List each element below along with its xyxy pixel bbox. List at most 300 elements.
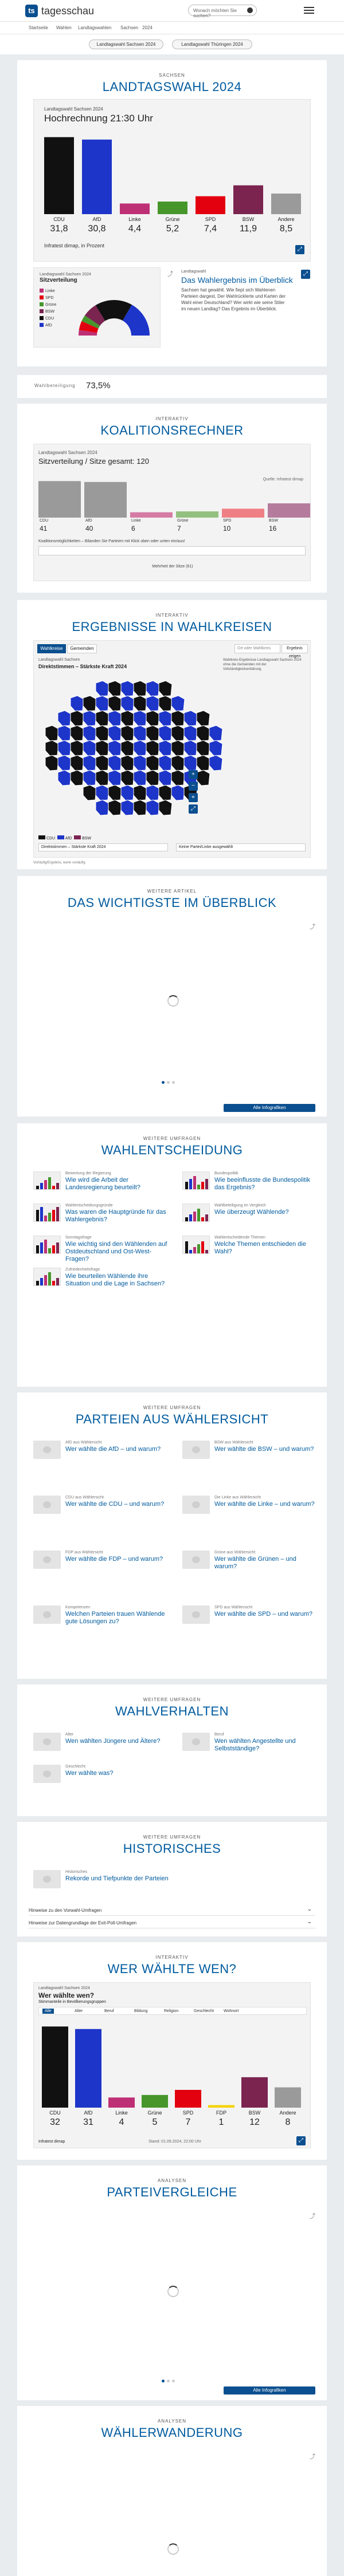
district-shape	[83, 785, 96, 800]
district-shape	[171, 755, 185, 771]
coalition-note: Koalitionsmöglichkeiten – Bilanden Sie Parteien mit Klick oben oder unten ein/aus!	[38, 539, 185, 543]
district-shape	[146, 696, 159, 711]
teaser-title[interactable]: Wie überzeugt Wählende?	[214, 1209, 289, 1216]
chart-thumbnail[interactable]	[33, 1236, 61, 1254]
ww-tab[interactable]: Alle	[42, 2009, 54, 2014]
teaser-title[interactable]: Was waren die Hauptgründe für das Wahlergebnis?	[65, 1209, 166, 1223]
article-title[interactable]: Das Wahlergebnis im Überblick	[181, 275, 293, 285]
article-teaser[interactable]	[182, 1441, 320, 1491]
wv-title: WAHLVERHALTEN	[115, 1704, 229, 1718]
legend-swatch	[40, 309, 44, 313]
district-shape	[184, 711, 197, 726]
breadcrumb-item[interactable]: Startseite	[29, 25, 48, 30]
tick-label: FDP	[216, 2110, 226, 2116]
article-teaser[interactable]	[182, 1496, 320, 1546]
district-shape	[184, 725, 197, 741]
coalition-party-name: Linke	[131, 519, 141, 523]
district-shape	[58, 740, 71, 756]
teaser-overline: CDU aus Wählersicht	[65, 1496, 104, 1500]
tick-label: BSW	[248, 2110, 261, 2116]
coalition-party-seats: 16	[269, 524, 277, 532]
teaser-title[interactable]: Wen wählten Angestellte und Selbstständige?	[214, 1738, 296, 1752]
all-infographics-button[interactable]: Alle Infografiken	[224, 2386, 315, 2394]
district-shape	[184, 755, 197, 771]
district-shape	[121, 725, 134, 741]
coalition-party-name: SPD	[223, 519, 232, 523]
coalition-party-seats: 10	[223, 524, 231, 532]
article-teaser[interactable]	[182, 1236, 320, 1263]
chart-thumbnail[interactable]	[182, 1171, 210, 1190]
zoom-out-icon[interactable]: −	[189, 782, 198, 791]
article-teaser[interactable]	[33, 1204, 171, 1231]
teaser-overline: Alter	[65, 1733, 74, 1737]
district-shape	[159, 770, 172, 786]
article-teaser[interactable]	[33, 1765, 171, 1792]
historisches-section	[17, 1822, 327, 1936]
teaser-title[interactable]: Wie beurteilen Wählende ihre Situation und die Lage in Sachsen?	[65, 1273, 165, 1287]
teaser-overline: Bundespolitik	[214, 1171, 239, 1175]
district-shape	[121, 711, 134, 726]
legend-label: AfD	[45, 324, 52, 328]
teaser-title[interactable]: Welche Themen entschieden die Wahl?	[214, 1241, 306, 1255]
search-input[interactable]	[188, 5, 257, 16]
coalition-party-name: AfD	[85, 519, 92, 523]
district-shape	[58, 770, 71, 786]
district-shape	[45, 755, 58, 771]
breadcrumb-item[interactable]: Sachsen	[120, 25, 139, 30]
wa-title: WÄHLERWANDERUNG	[101, 2425, 243, 2440]
district-shape	[108, 755, 122, 771]
overview-kicker: WEITERE ARTIKEL	[147, 889, 197, 894]
district-shape	[121, 681, 134, 696]
article-teaser[interactable]	[182, 1551, 320, 1601]
ww-tab[interactable]: Religion	[164, 2009, 179, 2013]
chart-thumbnail[interactable]	[33, 1171, 61, 1190]
fullscreen-icon[interactable]: ⤢	[189, 804, 198, 814]
wv-kicker: WEITERE UMFRAGEN	[143, 1697, 201, 1702]
district-shape	[108, 681, 122, 696]
article-teaser[interactable]	[33, 1870, 171, 1898]
tagesschau-logo-icon[interactable]: ts	[25, 5, 38, 17]
map-caption: Landtagswahl Sachsen	[38, 658, 80, 662]
legend-swatch	[40, 302, 44, 306]
accordion-vorwahl[interactable]: Hinweise zu den Vorwahl-Umfragen ⌄	[29, 1906, 315, 1916]
article-teaser[interactable]	[182, 1204, 320, 1231]
data-label: 32	[50, 2117, 60, 2127]
district-shape	[209, 740, 222, 756]
teaser-overline: SPD aus Wählersicht	[214, 1605, 253, 1609]
image-placeholder-icon[interactable]	[182, 1605, 210, 1624]
bar	[271, 194, 301, 214]
district-shape	[83, 770, 96, 786]
district-shape	[83, 725, 96, 741]
article-teaser[interactable]	[33, 1268, 171, 1295]
chart-thumbnail[interactable]	[33, 1204, 61, 1222]
district-shape	[146, 681, 159, 696]
overview-section	[17, 876, 327, 1117]
location-icon[interactable]: ⌖	[189, 793, 198, 802]
district-shape	[146, 711, 159, 726]
loading-spinner-icon	[167, 2286, 179, 2297]
teaser-overline: Kompetenzen	[65, 1605, 91, 1609]
data-label: 7	[185, 2117, 191, 2127]
article-teaser[interactable]	[182, 1171, 320, 1199]
article-kicker: Landtagswahl	[181, 270, 206, 274]
legend-label: CDU	[45, 317, 54, 321]
bar	[120, 203, 150, 214]
coalition-widget	[33, 444, 311, 581]
legend-label: BSW	[82, 837, 92, 841]
teaser-overline: Geschlecht	[65, 1765, 86, 1769]
district-shape	[83, 740, 96, 756]
overview-title: DAS WICHTIGSTE IM ÜBERBLICK	[67, 896, 277, 910]
data-label: 8	[285, 2117, 291, 2127]
teaser-title[interactable]: Welchen Parteien trauen Wählende gute Lösungen zu?	[65, 1611, 165, 1625]
article-teaser[interactable]	[33, 1496, 171, 1546]
teaser-overline: Wahlbeteiligung im Vergleich	[214, 1204, 266, 1208]
image-placeholder-icon[interactable]	[33, 1605, 61, 1624]
share-icon[interactable]: ⤴	[310, 924, 315, 930]
tick-label: SPD	[205, 216, 216, 222]
bar	[84, 482, 127, 518]
teaser-title[interactable]: Rekorde und Tiefpunkte der Parteien	[65, 1875, 169, 1882]
legend-label: AfD	[65, 837, 72, 841]
district-shape	[96, 785, 109, 800]
teaser-title[interactable]: Wie wird die Arbeit der Landesregierung beurteilt?	[65, 1177, 140, 1191]
expand-icon[interactable]: ⤢	[296, 2136, 306, 2145]
expand-icon[interactable]: ⤢	[301, 270, 310, 279]
tick-label: SPD	[182, 2110, 194, 2116]
data-label: 1	[218, 2117, 224, 2127]
ww-tab[interactable]: Bildung	[134, 2009, 148, 2013]
district-shape	[146, 740, 159, 756]
hochrechnung-chart	[33, 99, 311, 262]
districts-title: ERGEBNISSE IN WAHLKREISEN	[72, 620, 272, 634]
coalition-kicker: INTERAKTIV	[155, 416, 189, 421]
article-teaser[interactable]	[33, 1733, 171, 1760]
district-shape	[197, 711, 210, 726]
bar	[196, 196, 225, 214]
tick-label: Linke	[115, 2110, 128, 2116]
district-shape	[108, 740, 122, 756]
district-shape	[71, 711, 84, 726]
pv-title: PARTEIVERGLEICHE	[107, 2185, 237, 2199]
article-teaser[interactable]	[182, 1733, 320, 1760]
district-shape	[134, 770, 147, 786]
wanderung-section	[17, 2406, 327, 2576]
tick-label: CDU	[49, 2110, 61, 2116]
seats-title: Sitzverteilung	[40, 277, 77, 283]
district-shape	[159, 711, 172, 726]
district-shape	[134, 800, 147, 815]
district-shape	[121, 785, 134, 800]
bar	[175, 2090, 201, 2108]
legend-swatch	[74, 835, 81, 839]
share-icon[interactable]: ⤴	[310, 2454, 315, 2460]
district-shape	[83, 696, 96, 711]
ww-date: Stand: 01.09.2024, 22:00 Uhr	[148, 2140, 201, 2144]
district-shape	[121, 740, 134, 756]
carousel-dots[interactable]	[161, 2375, 176, 2385]
sachsen-map[interactable]	[34, 641, 311, 830]
coalition-bar-track[interactable]	[38, 546, 306, 555]
bar	[75, 2029, 101, 2108]
district-shape	[134, 681, 147, 696]
image-placeholder-icon[interactable]	[33, 1870, 61, 1888]
ww-footer: Infratest dimap	[38, 2140, 65, 2144]
pw-title: PARTEIEN AUS WÄHLERSICHT	[75, 1412, 269, 1426]
hero-title: LANDTAGSWAHL 2024	[102, 80, 242, 94]
district-shape	[108, 725, 122, 741]
district-shape	[58, 755, 71, 771]
district-shape	[134, 785, 147, 800]
district-search-input[interactable]: Ort oder Wahlkreis	[234, 644, 280, 653]
image-placeholder-icon[interactable]	[182, 1551, 210, 1569]
hi-kicker: WEITERE UMFRAGEN	[143, 1835, 201, 1840]
data-label: 12	[249, 2117, 260, 2127]
bar	[275, 2088, 301, 2108]
district-shape	[159, 800, 172, 815]
wa-kicker: ANALYSEN	[157, 2419, 187, 2424]
hero-section	[17, 60, 327, 366]
share-icon[interactable]: ⤴	[167, 271, 173, 278]
image-placeholder-icon[interactable]	[33, 1551, 61, 1569]
hi-title: HISTORISCHES	[123, 1841, 221, 1856]
district-shape	[134, 725, 147, 741]
chip-sachsen[interactable]: Landtagswahl Sachsen 2024	[89, 40, 163, 49]
bar	[208, 2105, 234, 2108]
teaser-title[interactable]: Wen wählten Jüngere und Ältere?	[65, 1738, 161, 1745]
coalition-party-seats: 41	[40, 524, 48, 532]
bar	[108, 2097, 135, 2108]
breadcrumb	[0, 22, 344, 34]
we-kicker: WEITERE UMFRAGEN	[143, 1136, 201, 1141]
district-shape	[83, 711, 96, 726]
turnout-label: Wahlbeteiligung	[34, 383, 76, 388]
district-shape	[171, 785, 185, 800]
district-shape	[96, 711, 109, 726]
teaser-title[interactable]: Wie wichtig sind den Wählenden auf Ostdeutschland und Ost-West-Fragen?	[65, 1241, 167, 1263]
election-chips	[0, 34, 344, 54]
teaser-overline: Sonntagsfrage	[65, 1236, 92, 1240]
teaser-title[interactable]: Wer wählte die AfD – und warum?	[65, 1446, 161, 1453]
teaser-overline: BSW aus Wählersicht	[214, 1441, 253, 1445]
search-icon[interactable]	[247, 7, 253, 13]
pw-kicker: WEITERE UMFRAGEN	[143, 1405, 201, 1410]
seat-halfcircle	[34, 268, 161, 348]
coalition-party-name: Grüne	[177, 519, 189, 523]
carousel-dots[interactable]	[161, 1076, 176, 1087]
teaser-title[interactable]: Wer wählte die CDU – und warum?	[65, 1501, 165, 1508]
chart-thumbnail[interactable]	[182, 1236, 210, 1254]
teaser-title[interactable]: Wer wählte die SPD – und warum?	[214, 1611, 312, 1618]
district-shape	[71, 770, 84, 786]
district-shape	[121, 696, 134, 711]
district-shape	[121, 755, 134, 771]
menu-icon[interactable]	[304, 7, 314, 14]
district-shape	[134, 696, 147, 711]
teaser-title[interactable]: Wer wählte was?	[65, 1770, 114, 1777]
data-label: 5	[152, 2117, 158, 2127]
district-shape	[121, 800, 134, 815]
teaser-title[interactable]: Wer wählte die FDP – und warum?	[65, 1556, 163, 1563]
district-shape	[209, 755, 222, 771]
share-icon[interactable]: ⤴	[310, 2214, 315, 2220]
majority-label: Mehrheit der Sitze (61)	[152, 565, 193, 569]
district-shape	[171, 740, 185, 756]
breadcrumb-item[interactable]: Landtagswahlen	[78, 25, 112, 30]
districts-section	[17, 600, 327, 869]
district-shape	[121, 770, 134, 786]
map-title: Direktstimmen – Stärkste Kraft 2024	[38, 664, 127, 669]
ww-subtitle: Wer wählte wen?	[38, 1991, 95, 1999]
district-shape	[96, 755, 109, 771]
coalition-party-seats: 40	[85, 524, 93, 532]
article-teaser[interactable]	[33, 1551, 171, 1601]
tab-wahlkreise[interactable]: Wahlkreise	[37, 644, 66, 653]
data-label: 8,5	[279, 224, 293, 234]
ww-tab[interactable]: Beruf	[104, 2009, 114, 2013]
wahlentscheidung-section	[17, 1123, 327, 1387]
chip-thueringen[interactable]: Landtagswahl Thüringen 2024	[172, 40, 252, 49]
map-note: Wahlkreis-Ergebnisse Landtagswahl Sachsen 2024 ohne die Gemeinden mit der Vollständigkeitserklärung.	[223, 658, 302, 671]
teaser-overline: Wahlentscheidungsgründe	[65, 1204, 113, 1208]
article-text: Sachsen hat gewählt. Wie fiept sich Wahlenen Parteien dargest, Der Wahlrücklerte und Karten der Wahl einer Deutschland? Wer wirkt wie seine Stiler im neuen Landtag? Das Ergebnis im Überblick.	[181, 287, 286, 311]
seats-label: Landtagswahl Sachsen 2024	[40, 273, 91, 277]
district-shape	[96, 681, 109, 696]
district-shape	[96, 725, 109, 741]
legend-label: Grüne	[45, 303, 57, 307]
district-shape	[197, 740, 210, 756]
breadcrumb-item[interactable]: Wahlen	[56, 25, 72, 30]
bar	[233, 186, 263, 214]
ww-tab[interactable]: Wohnort	[224, 2009, 239, 2013]
district-shape	[134, 711, 147, 726]
ww-sub2: Stimmanteile in Bevölkerungsgruppen	[38, 2000, 106, 2004]
legend-label: SPD	[45, 296, 54, 300]
ww-tab[interactable]: Geschlecht	[194, 2009, 214, 2013]
teaser-title[interactable]: Wer wählte die Linke – und warum?	[214, 1501, 315, 1508]
bar	[241, 2077, 268, 2108]
coalition-caption: Landtagswahl Sachsen 2024	[38, 450, 97, 455]
loading-spinner-icon	[167, 995, 179, 1007]
teaser-title[interactable]: Wie beeinflusste die Bundespolitik das Ergebnis?	[214, 1177, 310, 1191]
district-shape	[146, 725, 159, 741]
tab-gemeinden[interactable]: Gemeinden	[67, 644, 97, 653]
coalition-party-seats: 7	[177, 524, 181, 532]
data-label: 4,4	[128, 224, 142, 234]
ww-tab[interactable]: Alter	[75, 2009, 83, 2013]
map-select-right[interactable]: Keine Partei/Linke ausgewählt	[176, 843, 306, 851]
article-teaser[interactable]	[33, 1605, 171, 1656]
image-placeholder-icon[interactable]	[33, 1441, 61, 1459]
district-shape	[108, 800, 122, 815]
all-infographics-button[interactable]: Alle Infografiken	[224, 1104, 315, 1112]
search-placeholder: Wonach möchten Sie suchen?	[193, 8, 237, 18]
article-teaser[interactable]	[33, 1441, 171, 1491]
legend-swatch	[40, 289, 44, 293]
article-teaser[interactable]	[33, 1171, 171, 1199]
district-shape	[71, 696, 84, 711]
logo-text[interactable]: tagesschau	[41, 5, 95, 17]
district-shape	[146, 800, 159, 815]
teaser-overline: Historisches	[65, 1870, 88, 1874]
accordion-datengrundlage[interactable]: Hinweise zur Datengrundlage der Exit-Poll-Umfragen ⌄	[29, 1918, 315, 1928]
ww-title: WER WÄHLTE WEN?	[107, 1962, 237, 1976]
article-teaser[interactable]	[33, 1236, 171, 1263]
district-shape	[96, 770, 109, 786]
image-placeholder-icon[interactable]	[182, 1441, 210, 1459]
image-placeholder-icon[interactable]	[33, 1496, 61, 1514]
district-shape	[197, 755, 210, 771]
bar	[42, 2026, 68, 2108]
hochrechnung-bars	[34, 100, 311, 262]
district-shape	[159, 681, 172, 696]
bar	[222, 508, 264, 518]
district-shape	[159, 755, 172, 771]
tick-label: CDU	[53, 216, 65, 222]
chart-footer: Infratest dimap, in Prozent	[44, 243, 105, 248]
data-label: 31,8	[50, 224, 68, 234]
district-shape	[171, 711, 185, 726]
map-legend	[38, 835, 91, 841]
district-shape	[159, 785, 172, 800]
bar	[44, 137, 74, 214]
district-shape	[108, 696, 122, 711]
district-shape	[146, 755, 159, 771]
district-shape	[71, 755, 84, 771]
breadcrumb-item[interactable]: 2024	[142, 25, 153, 30]
chart-thumbnail[interactable]	[33, 1268, 61, 1286]
teaser-title[interactable]: Wer wählte die BSW – und warum?	[214, 1446, 314, 1453]
legend-swatch	[40, 323, 44, 327]
district-search-button[interactable]: Ergebnis zeigen	[282, 644, 308, 653]
district-shape	[146, 770, 159, 786]
image-placeholder-icon[interactable]	[182, 1733, 210, 1751]
image-placeholder-icon[interactable]	[182, 1496, 210, 1514]
parteien-section	[17, 1392, 327, 1679]
data-label: 30,8	[88, 224, 106, 234]
image-placeholder-icon[interactable]	[33, 1765, 61, 1783]
district-shape	[171, 770, 185, 786]
pv-kicker: ANALYSEN	[157, 2178, 187, 2183]
teaser-overline: Bewertung der Regierung	[65, 1171, 111, 1175]
district-shape	[184, 740, 197, 756]
tick-label: BSW	[242, 216, 255, 222]
vergleiche-section	[17, 2165, 327, 2400]
district-shape	[96, 800, 109, 815]
map-select-left[interactable]: Direktstimmen – Stärkste Kraft 2024	[38, 843, 168, 851]
district-shape	[197, 770, 210, 786]
tick-label: Grüne	[165, 216, 180, 222]
district-shape	[108, 711, 122, 726]
article-teaser[interactable]	[182, 1605, 320, 1656]
image-placeholder-icon[interactable]	[33, 1733, 61, 1751]
districts-kicker: INTERAKTIV	[155, 613, 189, 618]
district-shape	[209, 725, 222, 741]
zoom-in-icon[interactable]: +	[189, 770, 198, 779]
teaser-overline: Die Linke aus Wählersicht	[214, 1496, 261, 1500]
teaser-title[interactable]: Wer wählte die Grünen – und warum?	[214, 1556, 296, 1570]
teaser-overline: Beruf	[214, 1733, 224, 1737]
tick-label: Linke	[128, 216, 141, 222]
expand-icon[interactable]: ⤢	[295, 245, 304, 254]
legend-swatch	[38, 835, 45, 839]
teaser-overline: FDP aus Wählersicht	[65, 1551, 103, 1555]
tick-label: Andere	[279, 2110, 296, 2116]
chart-thumbnail[interactable]	[182, 1204, 210, 1222]
legend-swatch	[57, 835, 64, 839]
